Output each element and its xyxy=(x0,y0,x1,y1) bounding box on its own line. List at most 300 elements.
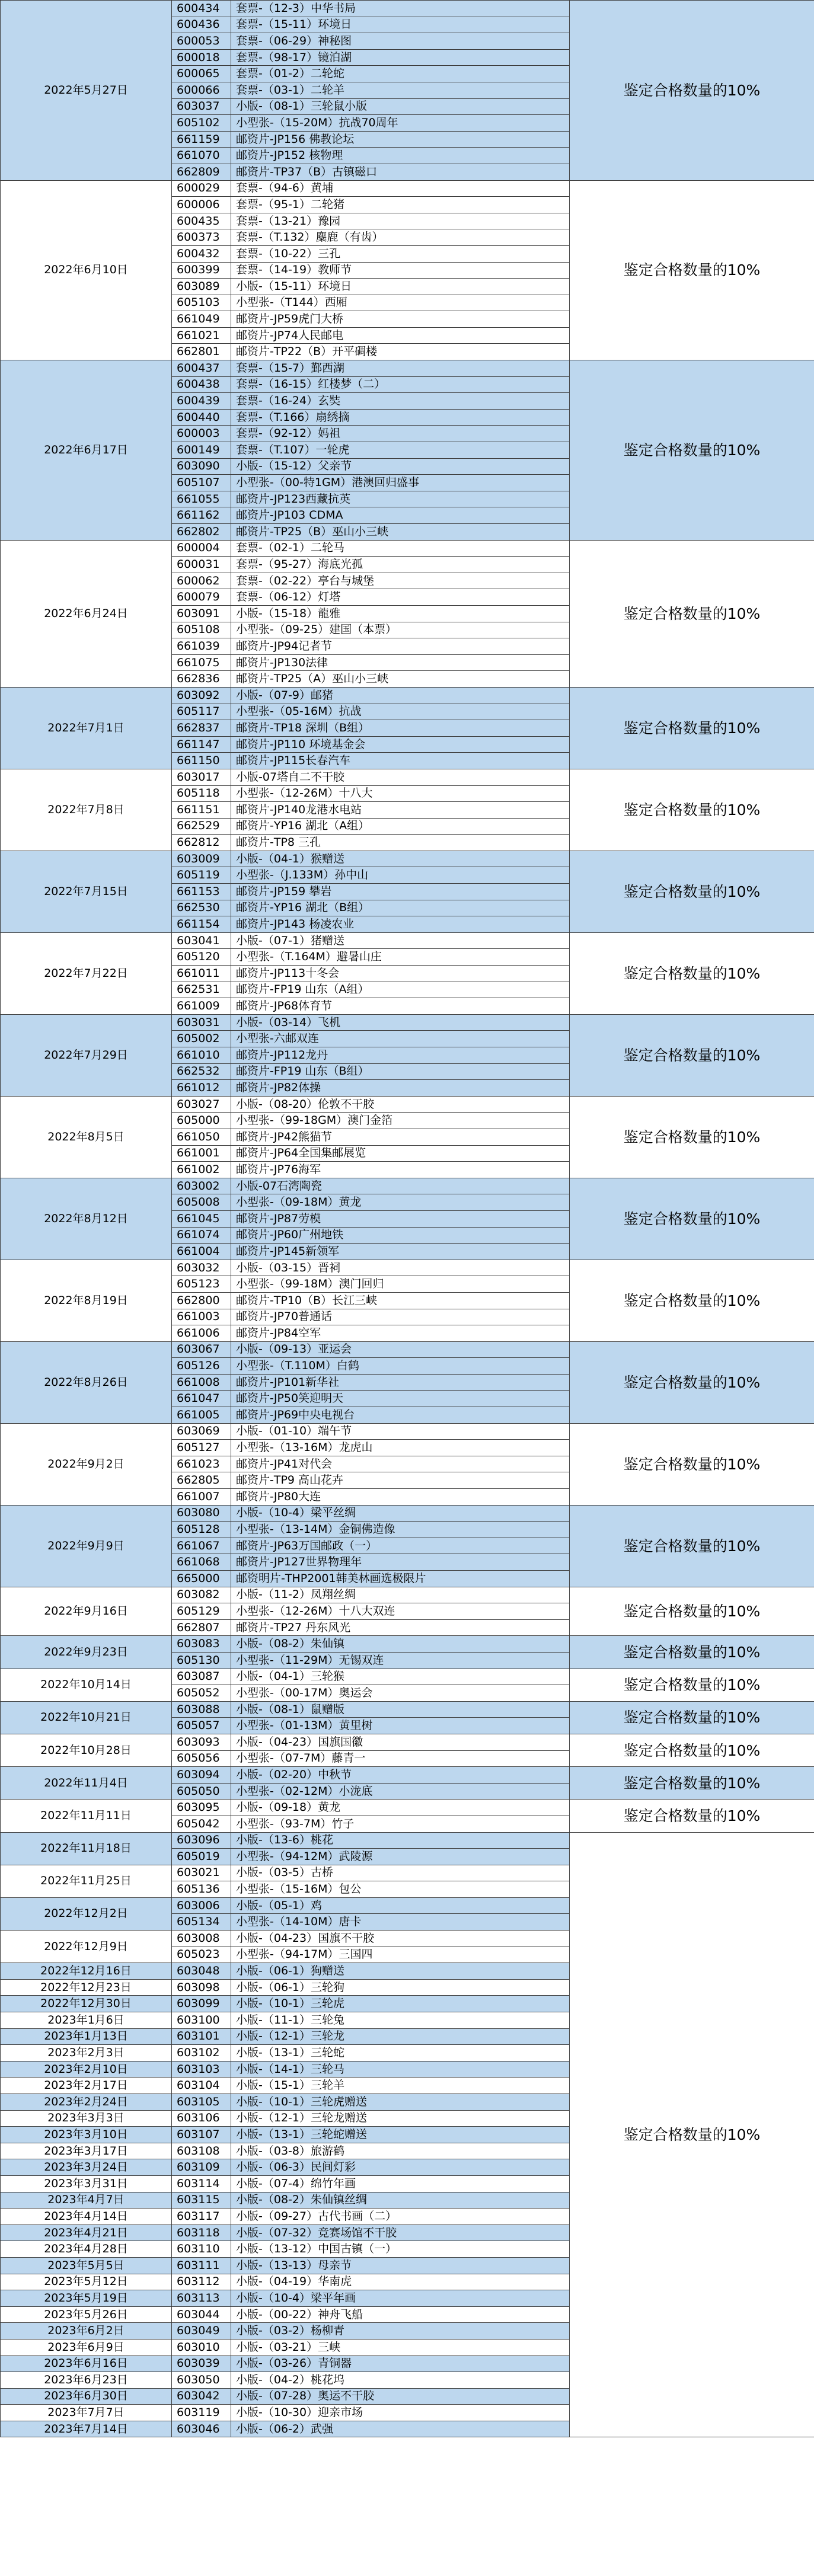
table-row xyxy=(1,1096,814,1113)
item-name-cell: 套票-（95-1）二轮猪 xyxy=(231,197,570,213)
item-name-cell: 小型张-（09-25）建国（本票） xyxy=(231,622,570,638)
appraisal-date-cell: 2023年4月21日 xyxy=(1,2225,172,2241)
item-name-cell: 套票-（15-11）环境日 xyxy=(231,17,570,33)
item-code-cell: 603090 xyxy=(172,458,231,475)
item-code-cell: 661154 xyxy=(172,916,231,933)
item-code-cell: 603032 xyxy=(172,1260,231,1276)
appraisal-date-cell: 2022年11月4日 xyxy=(1,1767,172,1800)
item-name-cell: 小版-（13-13）母亲节 xyxy=(231,2257,570,2274)
item-name-cell: 套票-（02-22）亭台与城堡 xyxy=(231,573,570,589)
item-name-cell: 套票-（15-7）鄞西湖 xyxy=(231,360,570,377)
item-code-cell: 662529 xyxy=(172,818,231,835)
quota-note-cell: 鉴定合格数量的10% xyxy=(570,180,814,360)
item-name-cell: 小型张-（13-14M）金铜佛造像 xyxy=(231,1522,570,1538)
appraisal-date-cell: 2022年10月21日 xyxy=(1,1701,172,1734)
item-code-cell: 603017 xyxy=(172,769,231,785)
item-name-cell: 小型张-（T144）西厢 xyxy=(231,295,570,311)
item-code-cell: 605128 xyxy=(172,1522,231,1538)
item-code-cell: 600031 xyxy=(172,557,231,573)
item-code-cell: 662801 xyxy=(172,344,231,360)
item-name-cell: 小版-（10-1）三轮虎 xyxy=(231,1996,570,2012)
appraisal-date-cell: 2022年12月30日 xyxy=(1,1996,172,2012)
table-row xyxy=(1,1423,814,1440)
appraisal-date-cell: 2023年2月17日 xyxy=(1,2078,172,2094)
item-name-cell: 小型张-（99-18GM）澳门金箔 xyxy=(231,1113,570,1129)
item-name-cell: 套票-（94-6）黄埔 xyxy=(231,180,570,197)
item-code-cell: 661039 xyxy=(172,638,231,655)
item-name-cell: 小版-（12-1）三轮龙赠送 xyxy=(231,2110,570,2127)
item-name-cell: 小版-（03-14）飞机 xyxy=(231,1014,570,1031)
item-code-cell: 600439 xyxy=(172,393,231,410)
table-row xyxy=(1,1767,814,1784)
item-code-cell: 662530 xyxy=(172,900,231,916)
item-name-cell: 小版-（12-1）三轮龙 xyxy=(231,2028,570,2045)
appraisal-date-cell: 2023年3月31日 xyxy=(1,2175,172,2192)
item-code-cell: 661001 xyxy=(172,1145,231,1162)
item-code-cell: 603093 xyxy=(172,1734,231,1750)
item-code-cell: 603112 xyxy=(172,2274,231,2290)
item-name-cell: 小版-（09-27）古代书画（二） xyxy=(231,2209,570,2225)
item-code-cell: 605134 xyxy=(172,1914,231,1931)
item-code-cell: 603021 xyxy=(172,1865,231,1881)
quota-note-cell: 鉴定合格数量的10% xyxy=(570,1669,814,1701)
item-code-cell: 605120 xyxy=(172,949,231,966)
item-code-cell: 603105 xyxy=(172,2094,231,2111)
item-code-cell: 661070 xyxy=(172,148,231,164)
item-name-cell: 小版-（13-1）三轮蛇赠送 xyxy=(231,2127,570,2143)
item-code-cell: 661074 xyxy=(172,1227,231,1244)
table-row xyxy=(1,687,814,704)
item-name-cell: 套票-（06-29）神秘图 xyxy=(231,33,570,50)
item-code-cell: 605019 xyxy=(172,1849,231,1865)
table-row xyxy=(1,1701,814,1718)
item-name-cell: 小版-（13-12）中国古镇（一） xyxy=(231,2241,570,2258)
item-code-cell: 661050 xyxy=(172,1129,231,1145)
item-code-cell: 600053 xyxy=(172,33,231,50)
item-code-cell: 661162 xyxy=(172,507,231,524)
item-name-cell: 小型张-（93-7M）竹子 xyxy=(231,1816,570,1832)
item-code-cell: 605118 xyxy=(172,785,231,802)
item-code-cell: 662800 xyxy=(172,1292,231,1309)
item-name-cell: 小型张-（02-12M）小泷底 xyxy=(231,1783,570,1800)
item-name-cell: 邮资片-JP59虎门大桥 xyxy=(231,311,570,328)
appraisal-date-cell: 2022年9月16日 xyxy=(1,1587,172,1636)
item-code-cell: 600440 xyxy=(172,409,231,426)
schedule-table-body xyxy=(1,1,814,2437)
appraisal-date-cell: 2022年6月17日 xyxy=(1,360,172,541)
item-code-cell: 661068 xyxy=(172,1554,231,1571)
item-name-cell: 小版-（10-4）梁平年画 xyxy=(231,2290,570,2307)
item-code-cell: 661008 xyxy=(172,1374,231,1391)
quota-note-cell: 鉴定合格数量的10% xyxy=(570,1014,814,1096)
item-name-cell: 邮资片-JP130法律 xyxy=(231,654,570,671)
item-name-cell: 小型张-（94-12M）武陵源 xyxy=(231,1849,570,1865)
item-name-cell: 小版-（07-9）邮猪 xyxy=(231,687,570,704)
appraisal-date-cell: 2022年8月5日 xyxy=(1,1096,172,1178)
item-code-cell: 600018 xyxy=(172,49,231,66)
table-row xyxy=(1,1260,814,1276)
item-name-cell: 邮资片-JP145新领军 xyxy=(231,1244,570,1260)
item-name-cell: 邮资片-JP159 攀岩 xyxy=(231,884,570,900)
item-code-cell: 605108 xyxy=(172,622,231,638)
item-code-cell: 600432 xyxy=(172,245,231,262)
item-code-cell: 600399 xyxy=(172,262,231,279)
quota-note-cell: 鉴定合格数量的10% xyxy=(570,360,814,541)
table-row xyxy=(1,360,814,377)
appraisal-date-cell: 2022年9月2日 xyxy=(1,1423,172,1505)
appraisal-date-cell: 2023年3月17日 xyxy=(1,2143,172,2159)
item-code-cell: 603069 xyxy=(172,1423,231,1440)
item-name-cell: 套票-（03-1）二轮羊 xyxy=(231,82,570,98)
item-name-cell: 邮资片-JP112龙丹 xyxy=(231,1047,570,1064)
item-code-cell: 605000 xyxy=(172,1113,231,1129)
item-name-cell: 小版-（02-20）中秋节 xyxy=(231,1767,570,1784)
item-code-cell: 603106 xyxy=(172,2110,231,2127)
item-name-cell: 小版-（08-1）鼠赠版 xyxy=(231,1701,570,1718)
item-code-cell: 603104 xyxy=(172,2078,231,2094)
appraisal-date-cell: 2022年10月28日 xyxy=(1,1734,172,1766)
item-code-cell: 600003 xyxy=(172,426,231,442)
item-code-cell: 661151 xyxy=(172,802,231,819)
appraisal-date-cell: 2023年6月16日 xyxy=(1,2356,172,2372)
item-name-cell: 邮资片-TP25（A）巫山小三峡 xyxy=(231,671,570,688)
item-code-cell: 661159 xyxy=(172,131,231,148)
item-name-cell: 邮资片-TP9 高山花卉 xyxy=(231,1472,570,1489)
appraisal-date-cell: 2022年5月27日 xyxy=(1,1,172,181)
appraisal-date-cell: 2023年2月10日 xyxy=(1,2061,172,2078)
item-name-cell: 邮资片-JP63万国邮政（一） xyxy=(231,1538,570,1554)
item-code-cell: 603110 xyxy=(172,2241,231,2258)
appraisal-date-cell: 2023年4月28日 xyxy=(1,2241,172,2258)
item-code-cell: 662531 xyxy=(172,982,231,998)
item-name-cell: 小型张-（00-特1GM）港澳回归盛事 xyxy=(231,475,570,491)
item-code-cell: 662836 xyxy=(172,671,231,688)
item-code-cell: 600062 xyxy=(172,573,231,589)
item-name-cell: 小型张-（00-17M）奥运会 xyxy=(231,1685,570,1702)
quota-note-cell: 鉴定合格数量的10% xyxy=(570,1734,814,1766)
item-code-cell: 605130 xyxy=(172,1652,231,1669)
item-code-cell: 605050 xyxy=(172,1783,231,1800)
item-name-cell: 邮资片-TP10（B）长江三峡 xyxy=(231,1292,570,1309)
item-code-cell: 605129 xyxy=(172,1603,231,1620)
item-code-cell: 661023 xyxy=(172,1456,231,1472)
item-code-cell: 605008 xyxy=(172,1194,231,1211)
item-code-cell: 600079 xyxy=(172,589,231,606)
item-name-cell: 套票-（T.107）一轮虎 xyxy=(231,442,570,459)
item-name-cell: 小版-（03-8）旅游鹤 xyxy=(231,2143,570,2159)
quota-note-cell: 鉴定合格数量的10% xyxy=(570,1,814,181)
appraisal-date-cell: 2023年3月10日 xyxy=(1,2127,172,2143)
item-code-cell: 605119 xyxy=(172,867,231,884)
item-name-cell: 小版-（06-2）武强 xyxy=(231,2421,570,2437)
item-name-cell: 小版-（06-1）狗赠送 xyxy=(231,1963,570,1980)
item-name-cell: 小版-（09-18）黄龙 xyxy=(231,1800,570,1816)
item-code-cell: 603048 xyxy=(172,1963,231,1980)
item-name-cell: 小版-（08-20）伦敦不干胶 xyxy=(231,1096,570,1113)
item-code-cell: 603095 xyxy=(172,1800,231,1816)
item-name-cell: 小型张-（94-17M）三国四 xyxy=(231,1947,570,1963)
appraisal-date-cell: 2023年5月19日 xyxy=(1,2290,172,2307)
quota-note-cell: 鉴定合格数量的10% xyxy=(570,851,814,932)
item-name-cell: 邮资片-JP113十冬会 xyxy=(231,966,570,982)
item-name-cell: 小型张-（T.164M）避暑山庄 xyxy=(231,949,570,966)
item-code-cell: 600006 xyxy=(172,197,231,213)
item-name-cell: 小版-（03-21）三峡 xyxy=(231,2339,570,2356)
appraisal-date-cell: 2023年7月14日 xyxy=(1,2421,172,2437)
item-name-cell: 小版-（15-11）环境日 xyxy=(231,279,570,295)
item-code-cell: 603083 xyxy=(172,1636,231,1653)
item-name-cell: 邮资片-FP19 山东（B组） xyxy=(231,1063,570,1080)
item-name-cell: 邮资片-JP60广州地铁 xyxy=(231,1227,570,1244)
appraisal-date-cell: 2023年2月24日 xyxy=(1,2094,172,2111)
appraisal-date-cell: 2023年1月6日 xyxy=(1,2012,172,2029)
item-name-cell: 邮资片-TP8 三孔 xyxy=(231,835,570,851)
item-name-cell: 邮资片-JP143 杨凌农业 xyxy=(231,916,570,933)
item-code-cell: 605123 xyxy=(172,1276,231,1293)
appraisal-date-cell: 2023年2月3日 xyxy=(1,2045,172,2062)
item-name-cell: 小版-（00-22）神舟飞船 xyxy=(231,2306,570,2323)
item-name-cell: 小版-（06-3）民间灯彩 xyxy=(231,2159,570,2176)
item-name-cell: 邮资片-JP94记者节 xyxy=(231,638,570,655)
item-name-cell: 小版-（13-1）三轮蛇 xyxy=(231,2045,570,2062)
item-code-cell: 661055 xyxy=(172,491,231,507)
item-code-cell: 600373 xyxy=(172,229,231,246)
quota-note-cell: 鉴定合格数量的10% xyxy=(570,1800,814,1832)
item-code-cell: 661010 xyxy=(172,1047,231,1064)
item-name-cell: 小版-（03-26）青铜器 xyxy=(231,2356,570,2372)
item-code-cell: 600436 xyxy=(172,17,231,33)
item-name-cell: 套票-（13-21）豫园 xyxy=(231,213,570,229)
item-name-cell: 邮资片-JP76海军 xyxy=(231,1162,570,1178)
appraisal-date-cell: 2022年10月14日 xyxy=(1,1669,172,1701)
item-name-cell: 邮资片-JP69中央电视台 xyxy=(231,1407,570,1424)
item-code-cell: 603092 xyxy=(172,687,231,704)
table-row xyxy=(1,180,814,197)
item-name-cell: 小型张-（13-16M）龙虎山 xyxy=(231,1440,570,1456)
item-name-cell: 邮资片-TP18 深圳（B组） xyxy=(231,720,570,737)
item-code-cell: 603091 xyxy=(172,605,231,622)
item-name-cell: 邮资片-TP22（B）开平碉楼 xyxy=(231,344,570,360)
item-name-cell: 邮资片-JP103 CDMA xyxy=(231,507,570,524)
quota-note-cell: 鉴定合格数量的10% xyxy=(570,1701,814,1734)
item-code-cell: 605103 xyxy=(172,295,231,311)
item-name-cell: 邮资片-JP50笑迎明天 xyxy=(231,1391,570,1407)
item-code-cell: 603087 xyxy=(172,1669,231,1685)
table-row xyxy=(1,1587,814,1603)
item-code-cell: 605102 xyxy=(172,115,231,132)
item-code-cell: 603049 xyxy=(172,2323,231,2340)
item-name-cell: 邮资片-FP19 山东（A组） xyxy=(231,982,570,998)
item-code-cell: 661009 xyxy=(172,998,231,1015)
item-name-cell: 小版-（04-1）三轮猴 xyxy=(231,1669,570,1685)
item-code-cell: 600029 xyxy=(172,180,231,197)
item-code-cell: 600065 xyxy=(172,66,231,82)
item-name-cell: 小型张-（01-13M）黄里树 xyxy=(231,1718,570,1734)
appraisal-date-cell: 2022年9月9日 xyxy=(1,1505,172,1587)
table-row xyxy=(1,1636,814,1653)
item-code-cell: 603101 xyxy=(172,2028,231,2045)
item-name-cell: 小版-（15-12）父亲节 xyxy=(231,458,570,475)
item-code-cell: 603107 xyxy=(172,2127,231,2143)
item-name-cell: 小版-07石湾陶瓷 xyxy=(231,1178,570,1194)
item-name-cell: 小版-（04-19）华南虎 xyxy=(231,2274,570,2290)
item-code-cell: 603114 xyxy=(172,2175,231,2192)
item-name-cell: 小版-07塔自二不干胶 xyxy=(231,769,570,785)
item-name-cell: 小版-（10-1）三轮虎赠送 xyxy=(231,2094,570,2111)
item-code-cell: 661047 xyxy=(172,1391,231,1407)
item-code-cell: 603027 xyxy=(172,1096,231,1113)
item-code-cell: 662807 xyxy=(172,1619,231,1636)
item-name-cell: 邮资片-JP110 环境基金会 xyxy=(231,736,570,753)
quota-note-cell: 鉴定合格数量的10% xyxy=(570,687,814,769)
item-code-cell: 661021 xyxy=(172,327,231,344)
item-name-cell: 小版-（11-1）三轮兔 xyxy=(231,2012,570,2029)
table-row xyxy=(1,1505,814,1522)
item-code-cell: 600004 xyxy=(172,540,231,557)
item-code-cell: 661012 xyxy=(172,1080,231,1097)
item-name-cell: 小型张-（12-26M）十八大 xyxy=(231,785,570,802)
item-code-cell: 603067 xyxy=(172,1341,231,1358)
item-code-cell: 661153 xyxy=(172,884,231,900)
item-name-cell: 小版-（11-2）凤翔丝绸 xyxy=(231,1587,570,1603)
item-code-cell: 603006 xyxy=(172,1897,231,1914)
item-name-cell: 套票-（T.166）扇绣摘 xyxy=(231,409,570,426)
table-row xyxy=(1,1014,814,1031)
item-name-cell: 小版-（08-2）朱仙镇丝绸 xyxy=(231,2192,570,2209)
item-code-cell: 600149 xyxy=(172,442,231,459)
item-name-cell: 套票-（06-12）灯塔 xyxy=(231,589,570,606)
item-code-cell: 603094 xyxy=(172,1767,231,1784)
item-code-cell: 661011 xyxy=(172,966,231,982)
item-code-cell: 661003 xyxy=(172,1309,231,1325)
item-name-cell: 小版-（04-23）国旗国徽 xyxy=(231,1734,570,1750)
appraisal-date-cell: 2022年6月24日 xyxy=(1,540,172,687)
item-name-cell: 邮资片-JP74人民邮电 xyxy=(231,327,570,344)
item-name-cell: 小版-（05-1）鸡 xyxy=(231,1897,570,1914)
item-code-cell: 605042 xyxy=(172,1816,231,1832)
appraisal-date-cell: 2022年9月23日 xyxy=(1,1636,172,1669)
item-code-cell: 661147 xyxy=(172,736,231,753)
item-name-cell: 小版-（10-4）梁平丝绸 xyxy=(231,1505,570,1522)
item-name-cell: 邮资片-JP80大连 xyxy=(231,1489,570,1506)
item-code-cell: 603082 xyxy=(172,1587,231,1603)
appraisal-date-cell: 2022年7月29日 xyxy=(1,1014,172,1096)
item-name-cell: 套票-（95-27）海底光孤 xyxy=(231,557,570,573)
item-code-cell: 603119 xyxy=(172,2405,231,2421)
item-code-cell: 603041 xyxy=(172,932,231,949)
item-code-cell: 603031 xyxy=(172,1014,231,1031)
item-code-cell: 661004 xyxy=(172,1244,231,1260)
table-row xyxy=(1,1669,814,1685)
quota-note-cell: 鉴定合格数量的10% xyxy=(570,769,814,851)
item-code-cell: 605052 xyxy=(172,1685,231,1702)
item-name-cell: 套票-（98-17）镜泊湖 xyxy=(231,49,570,66)
item-code-cell: 600437 xyxy=(172,360,231,377)
item-name-cell: 小版-（10-30）迎亲市场 xyxy=(231,2405,570,2421)
quota-note-cell: 鉴定合格数量的10% xyxy=(570,1636,814,1669)
item-code-cell: 603089 xyxy=(172,279,231,295)
quota-note-cell: 鉴定合格数量的10% xyxy=(570,1341,814,1423)
item-code-cell: 662812 xyxy=(172,835,231,851)
item-code-cell: 605117 xyxy=(172,704,231,720)
item-name-cell: 小版-（08-2）朱仙镇 xyxy=(231,1636,570,1653)
item-name-cell: 邮资片-JP101新华社 xyxy=(231,1374,570,1391)
appraisal-date-cell: 2022年7月1日 xyxy=(1,687,172,769)
item-code-cell: 605002 xyxy=(172,1031,231,1047)
appraisal-date-cell: 2022年7月15日 xyxy=(1,851,172,932)
item-name-cell: 小型张-（T.110M）白鹤 xyxy=(231,1358,570,1375)
item-name-cell: 套票-（12-3）中华书局 xyxy=(231,1,570,17)
quota-note-cell: 鉴定合格数量的10% xyxy=(570,1260,814,1341)
item-name-cell: 邮资片-YP16 湖北（B组） xyxy=(231,900,570,916)
appraisal-date-cell: 2022年11月25日 xyxy=(1,1865,172,1897)
item-name-cell: 小型张-（07-7M）藤青一 xyxy=(231,1750,570,1767)
table-row xyxy=(1,540,814,557)
item-code-cell: 661002 xyxy=(172,1162,231,1178)
item-code-cell: 662809 xyxy=(172,164,231,180)
quota-note-cell: 鉴定合格数量的10% xyxy=(570,1096,814,1178)
table-row xyxy=(1,1832,814,1849)
table-row xyxy=(1,1178,814,1194)
item-code-cell: 600434 xyxy=(172,1,231,17)
item-code-cell: 661049 xyxy=(172,311,231,328)
appraisal-date-cell: 2022年12月16日 xyxy=(1,1963,172,1980)
appraisal-date-cell: 2023年6月23日 xyxy=(1,2372,172,2389)
table-row xyxy=(1,932,814,949)
item-code-cell: 603080 xyxy=(172,1505,231,1522)
item-code-cell: 661075 xyxy=(172,654,231,671)
item-name-cell: 小型张-（14-10M）唐卡 xyxy=(231,1914,570,1931)
item-code-cell: 603103 xyxy=(172,2061,231,2078)
item-code-cell: 603099 xyxy=(172,1996,231,2012)
item-code-cell: 603042 xyxy=(172,2388,231,2405)
item-code-cell: 662805 xyxy=(172,1472,231,1489)
item-code-cell: 605056 xyxy=(172,1750,231,1767)
appraisal-date-cell: 2023年5月12日 xyxy=(1,2274,172,2290)
table-row xyxy=(1,1800,814,1816)
item-name-cell: 邮资片-JP152 核物理 xyxy=(231,148,570,164)
item-name-cell: 邮资片-JP64全国集邮展览 xyxy=(231,1145,570,1162)
item-code-cell: 600435 xyxy=(172,213,231,229)
item-name-cell: 小版-（08-1）三轮鼠小版 xyxy=(231,98,570,115)
quota-note-cell: 鉴定合格数量的10% xyxy=(570,1178,814,1260)
item-name-cell: 套票-（T.132）麋鹿（有齿） xyxy=(231,229,570,246)
item-code-cell: 661006 xyxy=(172,1325,231,1342)
item-name-cell: 邮资片-JP82体操 xyxy=(231,1080,570,1097)
appraisal-date-cell: 2022年6月10日 xyxy=(1,180,172,360)
appraisal-date-cell: 2022年8月19日 xyxy=(1,1260,172,1341)
item-code-cell: 603109 xyxy=(172,2159,231,2176)
quota-note-cell: 鉴定合格数量的10% xyxy=(570,1423,814,1505)
item-name-cell: 邮资片-JP84空军 xyxy=(231,1325,570,1342)
item-name-cell: 小版-（07-4）绵竹年画 xyxy=(231,2175,570,2192)
quota-note-cell: 鉴定合格数量的10% xyxy=(570,932,814,1014)
item-code-cell: 603037 xyxy=(172,98,231,115)
item-code-cell: 661007 xyxy=(172,1489,231,1506)
item-code-cell: 661150 xyxy=(172,753,231,769)
item-code-cell: 603111 xyxy=(172,2257,231,2274)
item-name-cell: 小型张-（12-26M）十八大双连 xyxy=(231,1603,570,1620)
item-name-cell: 邮资片-TP25（B）巫山小三峡 xyxy=(231,524,570,541)
item-name-cell: 邮资片-TP27 丹东风光 xyxy=(231,1619,570,1636)
appraisal-date-cell: 2022年11月11日 xyxy=(1,1800,172,1832)
item-name-cell: 邮资片-YP16 湖北（A组） xyxy=(231,818,570,835)
item-name-cell: 套票-（14-19）教师节 xyxy=(231,262,570,279)
item-code-cell: 603102 xyxy=(172,2045,231,2062)
item-code-cell: 603050 xyxy=(172,2372,231,2389)
item-name-cell: 邮资片-JP123西藏抗英 xyxy=(231,491,570,507)
appraisal-date-cell: 2022年8月26日 xyxy=(1,1341,172,1423)
